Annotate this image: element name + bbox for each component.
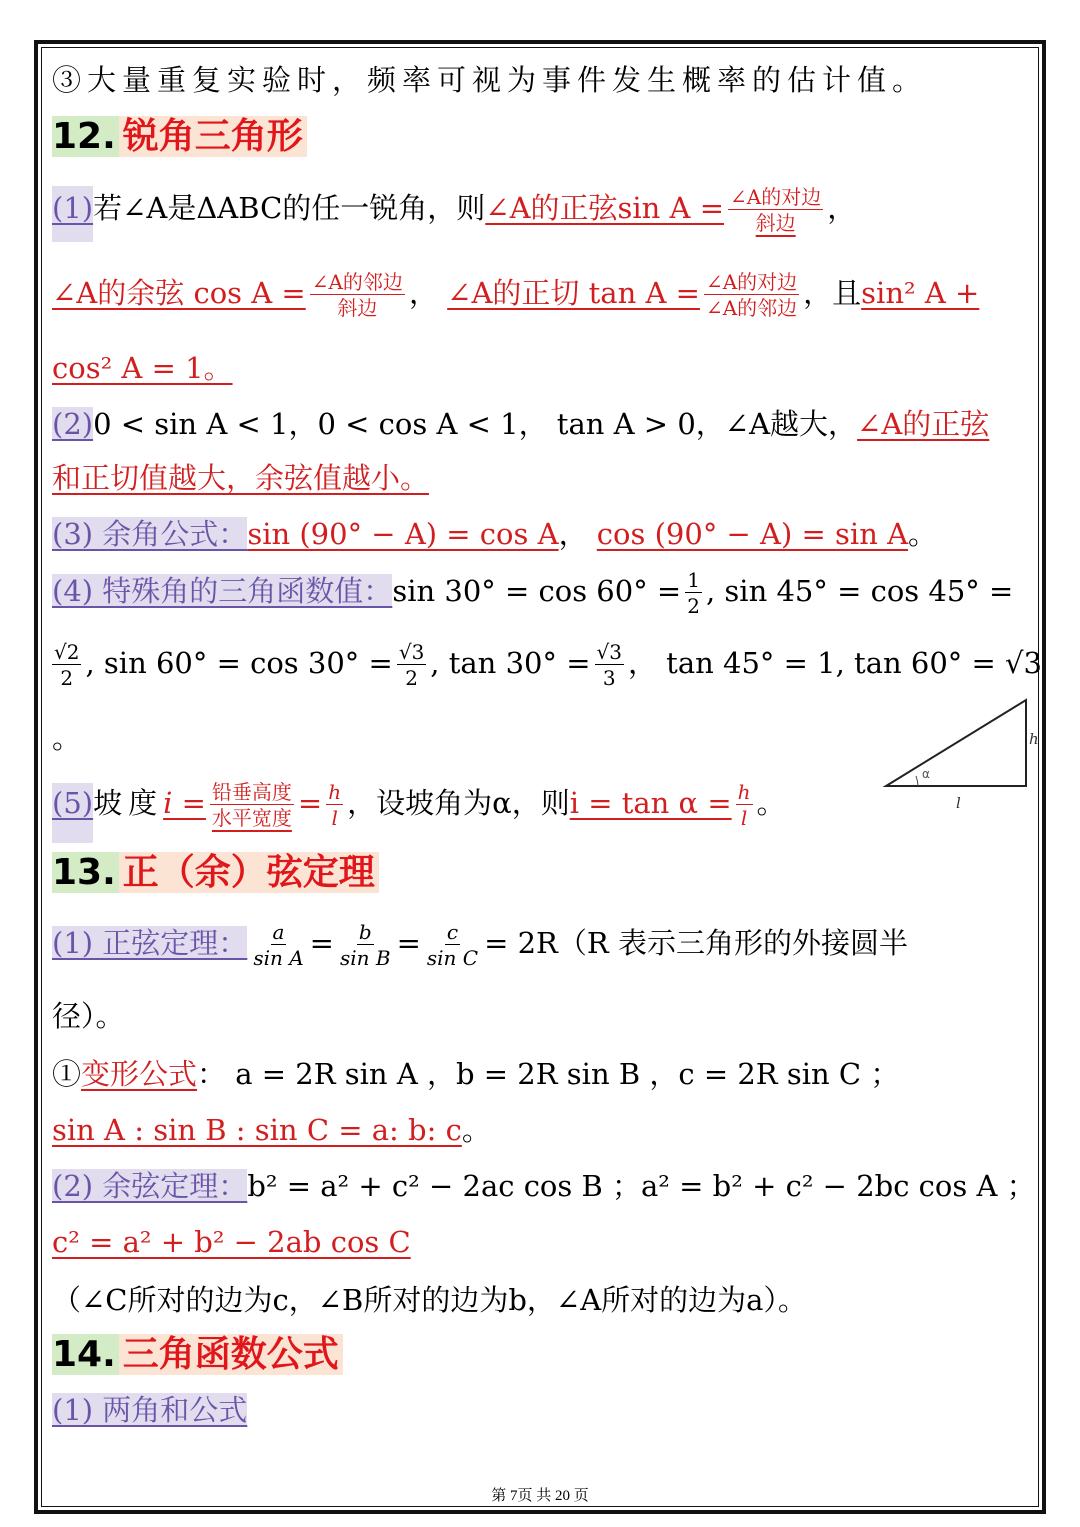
fraction-numerator: ∠A的对边 <box>705 270 798 294</box>
p5-fraction-1 <box>210 782 294 828</box>
p1-text: 若∠A是ΔABC的任一锐角，则 <box>93 191 486 225</box>
section-12-heading <box>52 112 307 162</box>
p2-line-1 <box>52 404 989 444</box>
p1-tag: (1) <box>52 186 93 242</box>
p4-text-4: , tan 30° = <box>430 646 591 680</box>
fraction-numerator: √3 <box>596 640 622 664</box>
q1-line-3 <box>52 1054 899 1094</box>
fraction-denominator: 2 <box>60 666 74 690</box>
fraction-numerator: √3 <box>398 640 425 664</box>
p1-line-3 <box>52 348 233 388</box>
fraction-numerator: b <box>358 920 372 944</box>
fraction-numerator: h <box>737 780 751 804</box>
p1-identity-part-1: sin² A + <box>861 276 980 310</box>
section-14-title: 三角函数公式 <box>119 1334 343 1375</box>
q1-fraction-a <box>251 922 305 968</box>
and-text: ，且 <box>803 276 862 310</box>
p4-line-3: 。 <box>52 721 82 755</box>
p5-text-2: ，设坡角为α，则 <box>347 786 570 820</box>
p4-line-1 <box>52 570 1013 616</box>
q2-tag: (2) 余弦定理： <box>52 1169 248 1203</box>
p1-cos-fraction <box>310 272 405 318</box>
fraction-denominator: 水平宽度 <box>211 806 292 830</box>
q1-line-4 <box>52 1110 491 1150</box>
q1-ratio-formula: sin A : sin B : sin C = a: b: c <box>52 1113 462 1147</box>
q1-tag: (1) 正弦定理： <box>52 926 248 960</box>
fraction-numerator: 1 <box>687 568 700 592</box>
fraction-denominator: sin C <box>426 946 479 970</box>
fraction-numerator: h <box>328 780 342 804</box>
separator: ， <box>558 517 588 551</box>
comma: ， <box>408 276 438 310</box>
p1-tan-fraction <box>704 272 799 318</box>
p3-line <box>52 514 937 554</box>
comma: ， <box>827 191 857 225</box>
equals: = <box>297 786 323 820</box>
fraction-numerator: √2 <box>54 640 80 664</box>
q1-fraction-b <box>338 922 393 968</box>
page-footer: 第 7页 共 20 页 <box>491 1488 589 1504</box>
p5-fraction-3 <box>736 782 753 828</box>
section-12-title: 锐角三角形 <box>119 116 307 157</box>
p2-red-text-2: 和正切值越大，余弦值越小。 <box>52 461 430 495</box>
fraction-denominator: 3 <box>602 666 616 690</box>
q2-line-3: （∠C所对的边为c，∠B所对的边为b，∠A所对的边为a）。 <box>52 1283 807 1317</box>
p1-tan-definition: ∠A的正切 tan A = <box>447 276 700 310</box>
q1-text-1: = 2R（R 表示三角形的外接圆半 <box>484 926 908 960</box>
period: 。 <box>461 1113 491 1147</box>
p2-text: 0 < sin A < 1，0 < cos A < 1， tan A > 0，∠A越大， <box>93 407 858 441</box>
p2-line-2 <box>52 458 429 498</box>
p2-tag: (2) <box>52 407 94 441</box>
q2-formulas: b² = a² + c² − 2ac cos B ；a² = b² + c² − 2bc cos A ； <box>247 1169 1036 1203</box>
fraction-numerator: c <box>446 920 459 944</box>
angle-arc <box>916 776 918 786</box>
p1-identity-part-2: cos² A = 1。 <box>52 351 233 385</box>
fraction-denominator: l <box>331 806 338 830</box>
fraction-denominator: 斜边 <box>755 211 796 235</box>
p4-fraction-4 <box>595 642 624 688</box>
section-13-title: 正（余）弦定理 <box>119 852 379 893</box>
section-14-number: 14. <box>52 1334 119 1375</box>
section-12-number: 12. <box>52 116 119 157</box>
p4-fraction-2 <box>52 642 81 688</box>
fraction-denominator: l <box>740 806 748 830</box>
p5-line <box>52 782 786 843</box>
p1-line-1 <box>52 186 856 242</box>
section-14-heading <box>52 1330 343 1380</box>
q1-variant-label: 变形公式 <box>81 1057 198 1091</box>
p4-fraction-3 <box>397 642 426 688</box>
p4-line-2 <box>52 642 1042 688</box>
p1-sin-definition: ∠A的正弦sin A = <box>485 191 725 225</box>
p1-sin-fraction <box>728 187 823 233</box>
section-13-heading <box>52 848 379 898</box>
p4-tag: (4) 特殊角的三角函数值： <box>52 574 393 608</box>
fraction-denominator: 2 <box>687 594 700 618</box>
p1-cos-definition: ∠A的余弦 cos A = <box>52 276 306 310</box>
p4-fraction-1 <box>685 570 702 616</box>
circled-one: ① <box>52 1057 82 1091</box>
height-label: h <box>1029 730 1039 748</box>
fraction-denominator: sin A <box>253 946 304 970</box>
length-label: l <box>956 794 961 812</box>
fraction-numerator: 铅垂高度 <box>211 780 292 804</box>
p2-red-text-1: ∠A的正弦 <box>857 407 990 441</box>
q2-line-2 <box>52 1222 411 1262</box>
fraction-denominator: ∠A的邻边 <box>705 296 798 320</box>
p3-tag: (3) 余角公式： <box>52 517 248 551</box>
p5-text-1: 坡度 <box>93 786 164 820</box>
p5-tan-formula: i = tan α = <box>569 786 732 820</box>
p4-text-1: sin 30° = cos 60° = <box>392 574 682 608</box>
q1-line-2: 径）。 <box>52 999 125 1033</box>
s14-tag: (1) 两角和公式 <box>52 1393 248 1427</box>
p3-formula-1: sin (90° − A) = cos A <box>247 517 559 551</box>
q2-c-formula: c² = a² + b² − 2ab cos C <box>52 1225 411 1259</box>
q1-variant-formulas: ： a = 2R sin A ，b = 2R sin B ，c = 2R sin C ； <box>197 1057 900 1091</box>
fraction-denominator: 2 <box>405 666 418 690</box>
period: 。 <box>756 786 786 820</box>
p4-text-2: , sin 45° = cos 45° = <box>705 574 1014 608</box>
angle-alpha-label: α <box>922 767 930 781</box>
p5-tag: (5) <box>52 783 93 843</box>
intro-line: ③大量重复实验时，频率可视为事件发生概率的估计值。 <box>52 63 928 97</box>
fraction-numerator: ∠A的邻边 <box>311 270 403 294</box>
q1-fraction-c <box>425 922 480 968</box>
s14-line-1 <box>52 1390 247 1430</box>
fraction-denominator: sin B <box>339 946 391 970</box>
p3-formula-2: cos (90° − A) = sin A <box>596 517 909 551</box>
section-13-number: 13. <box>52 852 119 893</box>
q2-line-1 <box>52 1166 1036 1206</box>
fraction-numerator: a <box>272 920 285 944</box>
fraction-numerator: ∠A的对边 <box>730 185 822 209</box>
fraction-denominator: 斜边 <box>337 296 378 320</box>
p5-fraction-2 <box>326 782 343 828</box>
slope-triangle-diagram <box>882 696 1042 814</box>
p5-slope-symbol: i = <box>163 786 206 820</box>
triangle-shape <box>886 700 1026 786</box>
p4-text-3: , sin 60° = cos 30° = <box>85 646 393 680</box>
p4-text-5: ， tan 45° = 1, tan 60° = √3 <box>627 646 1042 680</box>
q1-line-1: (1) 正弦定理： $\frac{a}{\text{sin A}}$ = $\frac{b}{\text{sin B}}$ = $\frac{c}{\text{sin C}}$ = 2R（R 表示三角形的外接圆半 <box>52 920 908 970</box>
p1-line-2 <box>52 272 979 318</box>
period: 。 <box>908 517 938 551</box>
